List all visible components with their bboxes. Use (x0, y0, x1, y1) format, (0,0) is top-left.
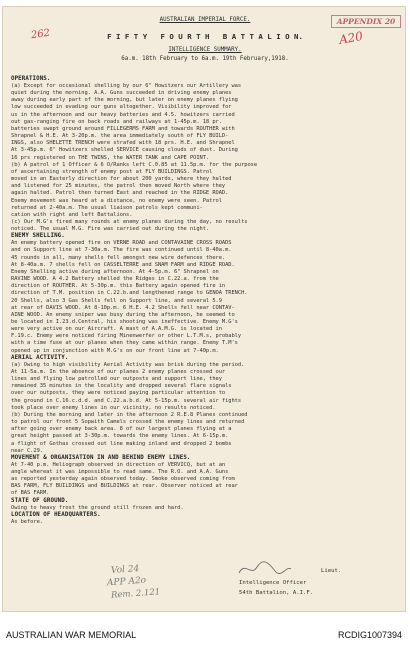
body-line: near C.29. (11, 447, 43, 454)
body-line: to patrol our front 5 Sopwith Camels crossed the enemy lines and returned (11, 419, 245, 426)
body-line: were very active on our Aircraft. A mast of A.A.M.G. is located in (11, 326, 222, 333)
body-line: remained 35 minutes in the locality and dropped several flare signals (11, 383, 232, 390)
signature-rank: Lieut. (321, 568, 342, 574)
body-line: RAVINE WOOD. A 4.2 Battery shelled the Ridges in C.22.a. from the (11, 276, 219, 283)
body-line: Shrapnel & H.E. At 3-20p.m. the area immediately south of FLY BUILD- (11, 133, 229, 140)
body-line: noticed. The usual M.G. Fire was carried out during the night. (11, 226, 210, 233)
body-line: INGS, also SHELETTE TRENCH were strafed with 18 prs. H.E. and Shrapnel (11, 140, 235, 147)
body-line: at rear of DAVIS WOOD. At 8-10p.m. 6 H.E. 4.2 Shells fell near CONTAV- (11, 304, 235, 311)
body-line: As before. (11, 518, 43, 525)
body-line: batteries swept ground around FILLEGERMS FARM and towards ROUTHER with (11, 125, 235, 132)
header-period: 6a.m. 18th February to 6a.m. 19th February,1918. (121, 56, 289, 62)
appendix-stamp-text: APPENDIX 20 (336, 17, 396, 26)
pencil-note: APP A2o (106, 575, 147, 589)
page-number: 262 (30, 27, 51, 42)
body-line: and listened for 25 minutes, the patrol then moved North where they (11, 183, 226, 190)
body-line: over our outposts, they were noticed paying particular attention to (11, 390, 226, 397)
section-title-movement: MOVEMENT & ORGANISATION IN AND BEHIND ENEMY LINES. (11, 454, 191, 461)
body-line: direction of ROUTHER. At 5-30p.m. this Battery again opened fire in (11, 283, 226, 290)
body-line: At 3-45p.m. 6" Howitzers shelled SERVICE causing clouds of dust. During (11, 147, 238, 154)
pencil-note: Vol 24 (110, 564, 140, 576)
body-line: Enemy movement was heard at a distance, no enemy were seen. Patrol (11, 197, 222, 204)
body-line: moved in an Easterly direction for about 200 yards, where they halted (11, 176, 232, 183)
body-line: Owing to heavy frost the ground still frozen and hard. (11, 504, 184, 511)
body-line: low succeeded in evading our guns altogether. Visibility improved for (11, 104, 232, 111)
document-body (11, 76, 401, 526)
body-line: great height passed at 3-30p.m. towards the enemy lines. At 6-15p.m. (11, 433, 229, 440)
body-line: again halted. Patrol then turned East and reached in the RIDGE ROAD. (11, 190, 229, 197)
body-line: At 11-5a.m. In the absence of our planes 2 enemy planes crossed our (11, 368, 226, 375)
body-line: of BAS FARM. (11, 490, 50, 497)
section-title-state-of-ground: STATE OF GROUND. (11, 497, 69, 504)
body-line: opened up in conjunction with M.G's on our front line at 7-40p.m. (11, 347, 219, 354)
body-line: the ground in C.16.c.d.d. and C.22.a.b.d. At 5-15p.m. several air fights (11, 397, 242, 404)
section-title-enemy-shelling: ENEMY SHELLING. (11, 233, 65, 240)
header-summary: INTELLIGENCE SUMMARY. (168, 47, 242, 53)
body-line: away during early part of the morning, but later on enemy planes flying (11, 97, 238, 104)
appendix-reference: A20 (337, 29, 364, 47)
body-line: Enemy Shelling active during afternoon. At 4-5p.m. 6" Shrapnel on (11, 268, 219, 275)
signature-role: Intelligence Officer (239, 580, 307, 586)
signature-scribble (235, 559, 295, 579)
body-line: 45 rounds in all, many shells fell amongst new wire defences there. (11, 254, 226, 261)
body-line: At 7-40 p.m. Heliograph observed in direction of VERVICQ, but at an (11, 461, 226, 468)
section-title-location-hq: LOCATION OF HEADQUARTERS. (11, 511, 101, 518)
body-line: An enemy battery opened fire on VERNE ROAD and CONTAVAINE CROSS ROADS (11, 240, 232, 247)
body-line: with a time fuse at our planes when they came within range. Enemy T.M's (11, 340, 238, 347)
archive-footer (0, 612, 410, 654)
header-force: AUSTRALIAN IMPERIAL FORCE. (159, 17, 251, 23)
body-line: and on Support line at 7-30a.m. The fire was continued until 8-40a.m. (11, 247, 232, 254)
pencil-note: Rem. 2.121 (110, 587, 161, 601)
body-line: of ascertaining strength of enemy post at FLY BUILDINGS. Patrol (11, 168, 213, 175)
body-line: out gas-ranging fire on back roads and railways at 1-45p.m. 18 pr. (11, 118, 222, 125)
body-line: (a) Except for occasional shelling by our 6" Howitzers our Artillery was (11, 83, 242, 89)
body-line: 16 prs registered on THE TWINS, the WATER TANK and CAPE POINT. (11, 154, 210, 161)
body-line: (b) A patrol of 1 Officer & 6 O/Ranks left C.0.85 at 11.5p.m. for the purpose (11, 161, 258, 168)
body-line: be located in I.23.d.Central, his shooting was ineffective. Enemy M.G's (11, 319, 238, 325)
body-line: took place over enemy lines in our vicinity, no results noticed. (11, 404, 216, 411)
header-battalion: F I F T Y F O U R T H B A T T A L I O N. (107, 32, 303, 41)
document-page (2, 6, 406, 612)
section-title-operations: OPERATIONS. (11, 76, 51, 82)
body-line: direction of T.M. position in C.22.b.and lengthened range to GENOA TRENCH. (11, 290, 248, 297)
body-line: F.19.c. Enemy were noticed firing Minenwerfer or other L.T.M.s, probably (11, 333, 242, 340)
body-line: quiet during the morning. A.A. Guns succeeded in driving enemy planes (11, 90, 232, 97)
body-line: (a) Owing to high visibility Aerial Activity was brisk during the period. (11, 361, 245, 368)
body-line: after going over enemy back area. 8 of our largest planes flying at a (11, 426, 232, 433)
body-line: as reported yesterday again observed today. Smoke observed coming from (11, 476, 235, 483)
body-line: returned at 2-40a.m. The usual liaison patrols kept communi- (11, 204, 203, 211)
body-line: lines and flying low patrolled our outposts and support line, they (11, 376, 222, 383)
body-line: 20 Shells, also 3 Gas Shells fell on Support line, and several 5.9 (11, 297, 222, 304)
body-line: AINE WOOD. An enemy sniper was busy during the afternoon, he seemed to (11, 311, 235, 318)
body-line: (c) Our M.G's fired many rounds at enemy planes during the day, no results (11, 218, 248, 225)
body-line: (b) During the morning and later in the afternoon 2 R.E.8 Planes continued (11, 411, 248, 418)
body-line: a flight of Gothas crossed out line making inland and dropped 2 bombs (11, 440, 232, 447)
body-line: cation with right and left Battalions. (11, 211, 133, 218)
body-line: us in the afternoon and our heavy batteries and 4.5. howitzers carried (11, 111, 235, 118)
section-title-aerial-activity: AERIAL ACTIVITY. (11, 354, 69, 361)
body-line: At 8-40a.m. 7 shells fell on CASSELTERRE and SNAM FARM and RIDGE ROAD. (11, 261, 235, 268)
signature-unit: 54th Battalion, A.I.F. (239, 590, 314, 596)
body-line: BAS FARM, FLY BUILDINGS and BUILDINGS at rear. Observer noticed at rear (11, 483, 238, 490)
footer-record-id: RCDIG1007394 (337, 630, 402, 640)
body-line: angle whereat it was impossible to read same. The R.O. and A.A. Guns (11, 468, 229, 475)
footer-institution: AUSTRALIAN WAR MEMORIAL (6, 630, 137, 640)
